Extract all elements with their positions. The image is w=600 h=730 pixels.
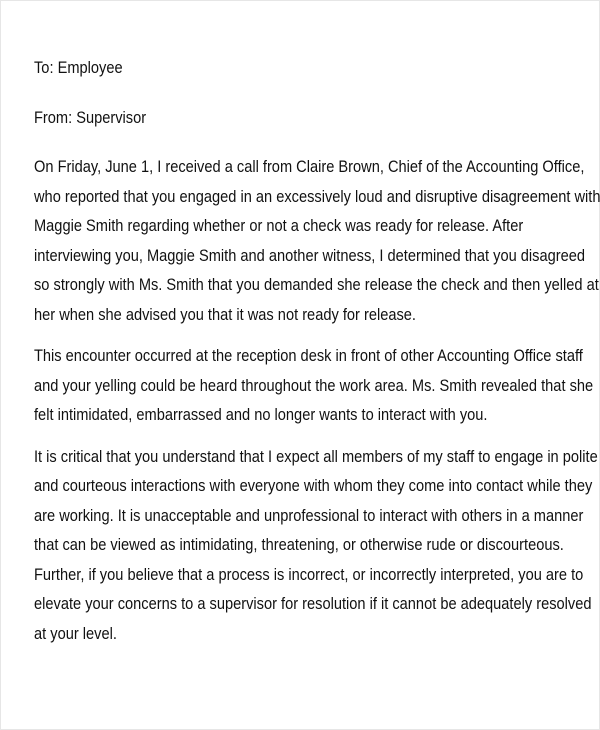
paragraph-line: interviewing you, Maggie Smith and another witness, I determined that you disagreed — [34, 245, 586, 265]
paragraph-line: are working. It is unacceptable and unprofessional to interact with others in a manner — [34, 505, 584, 525]
memo-body — [34, 53, 600, 648]
paragraph-line: felt intimidated, embarrassed and no longer wants to interact with you. — [34, 405, 488, 424]
paragraph-line: It is critical that you understand that I expect all members of my staff to engage in polite — [34, 446, 598, 466]
paragraph-line: her when she advised you that it was not ready for release. — [34, 304, 416, 324]
paragraph-line: This encounter occurred at the reception desk in front of other Accounting Office staff — [34, 346, 583, 365]
paragraph-line: who reported that you engaged in an excessively loud and disruptive disagreement with — [34, 186, 600, 206]
paragraph-line: Further, if you believe that a process is incorrect, or incorrectly interpreted, you are to — [34, 564, 584, 584]
paragraph-line: so strongly with Ms. Smith that you demanded she release the check and then yelled at — [34, 275, 599, 294]
paragraph-line: On Friday, June 1, I received a call from Claire Brown, Chief of the Accounting Office, — [34, 157, 585, 176]
spacer — [34, 83, 490, 103]
spacer — [34, 329, 490, 341]
paragraph-line: elevate your concerns to a supervisor for resolution if it cannot be adequately resolved — [34, 594, 592, 613]
to-line: To: Employee — [34, 58, 123, 77]
spacer — [34, 132, 490, 152]
paragraph-line: Maggie Smith regarding whether or not a check was ready for release. After — [34, 216, 524, 235]
paragraph-3 — [34, 442, 598, 649]
paragraph-2 — [34, 341, 594, 430]
paragraph-1 — [34, 152, 600, 329]
paragraph-line: at your level. — [34, 623, 117, 643]
paragraph-line: that can be viewed as intimidating, threatening, or otherwise rude or discourteous. — [34, 535, 564, 554]
paragraph-line: and courteous interactions with everyone with whom they come into contact while they — [34, 476, 593, 495]
from-line: From: Supervisor — [34, 107, 147, 127]
spacer — [34, 430, 490, 442]
paragraph-line: and your yelling could be heard throughout the work area. Ms. Smith revealed that she — [34, 375, 594, 395]
